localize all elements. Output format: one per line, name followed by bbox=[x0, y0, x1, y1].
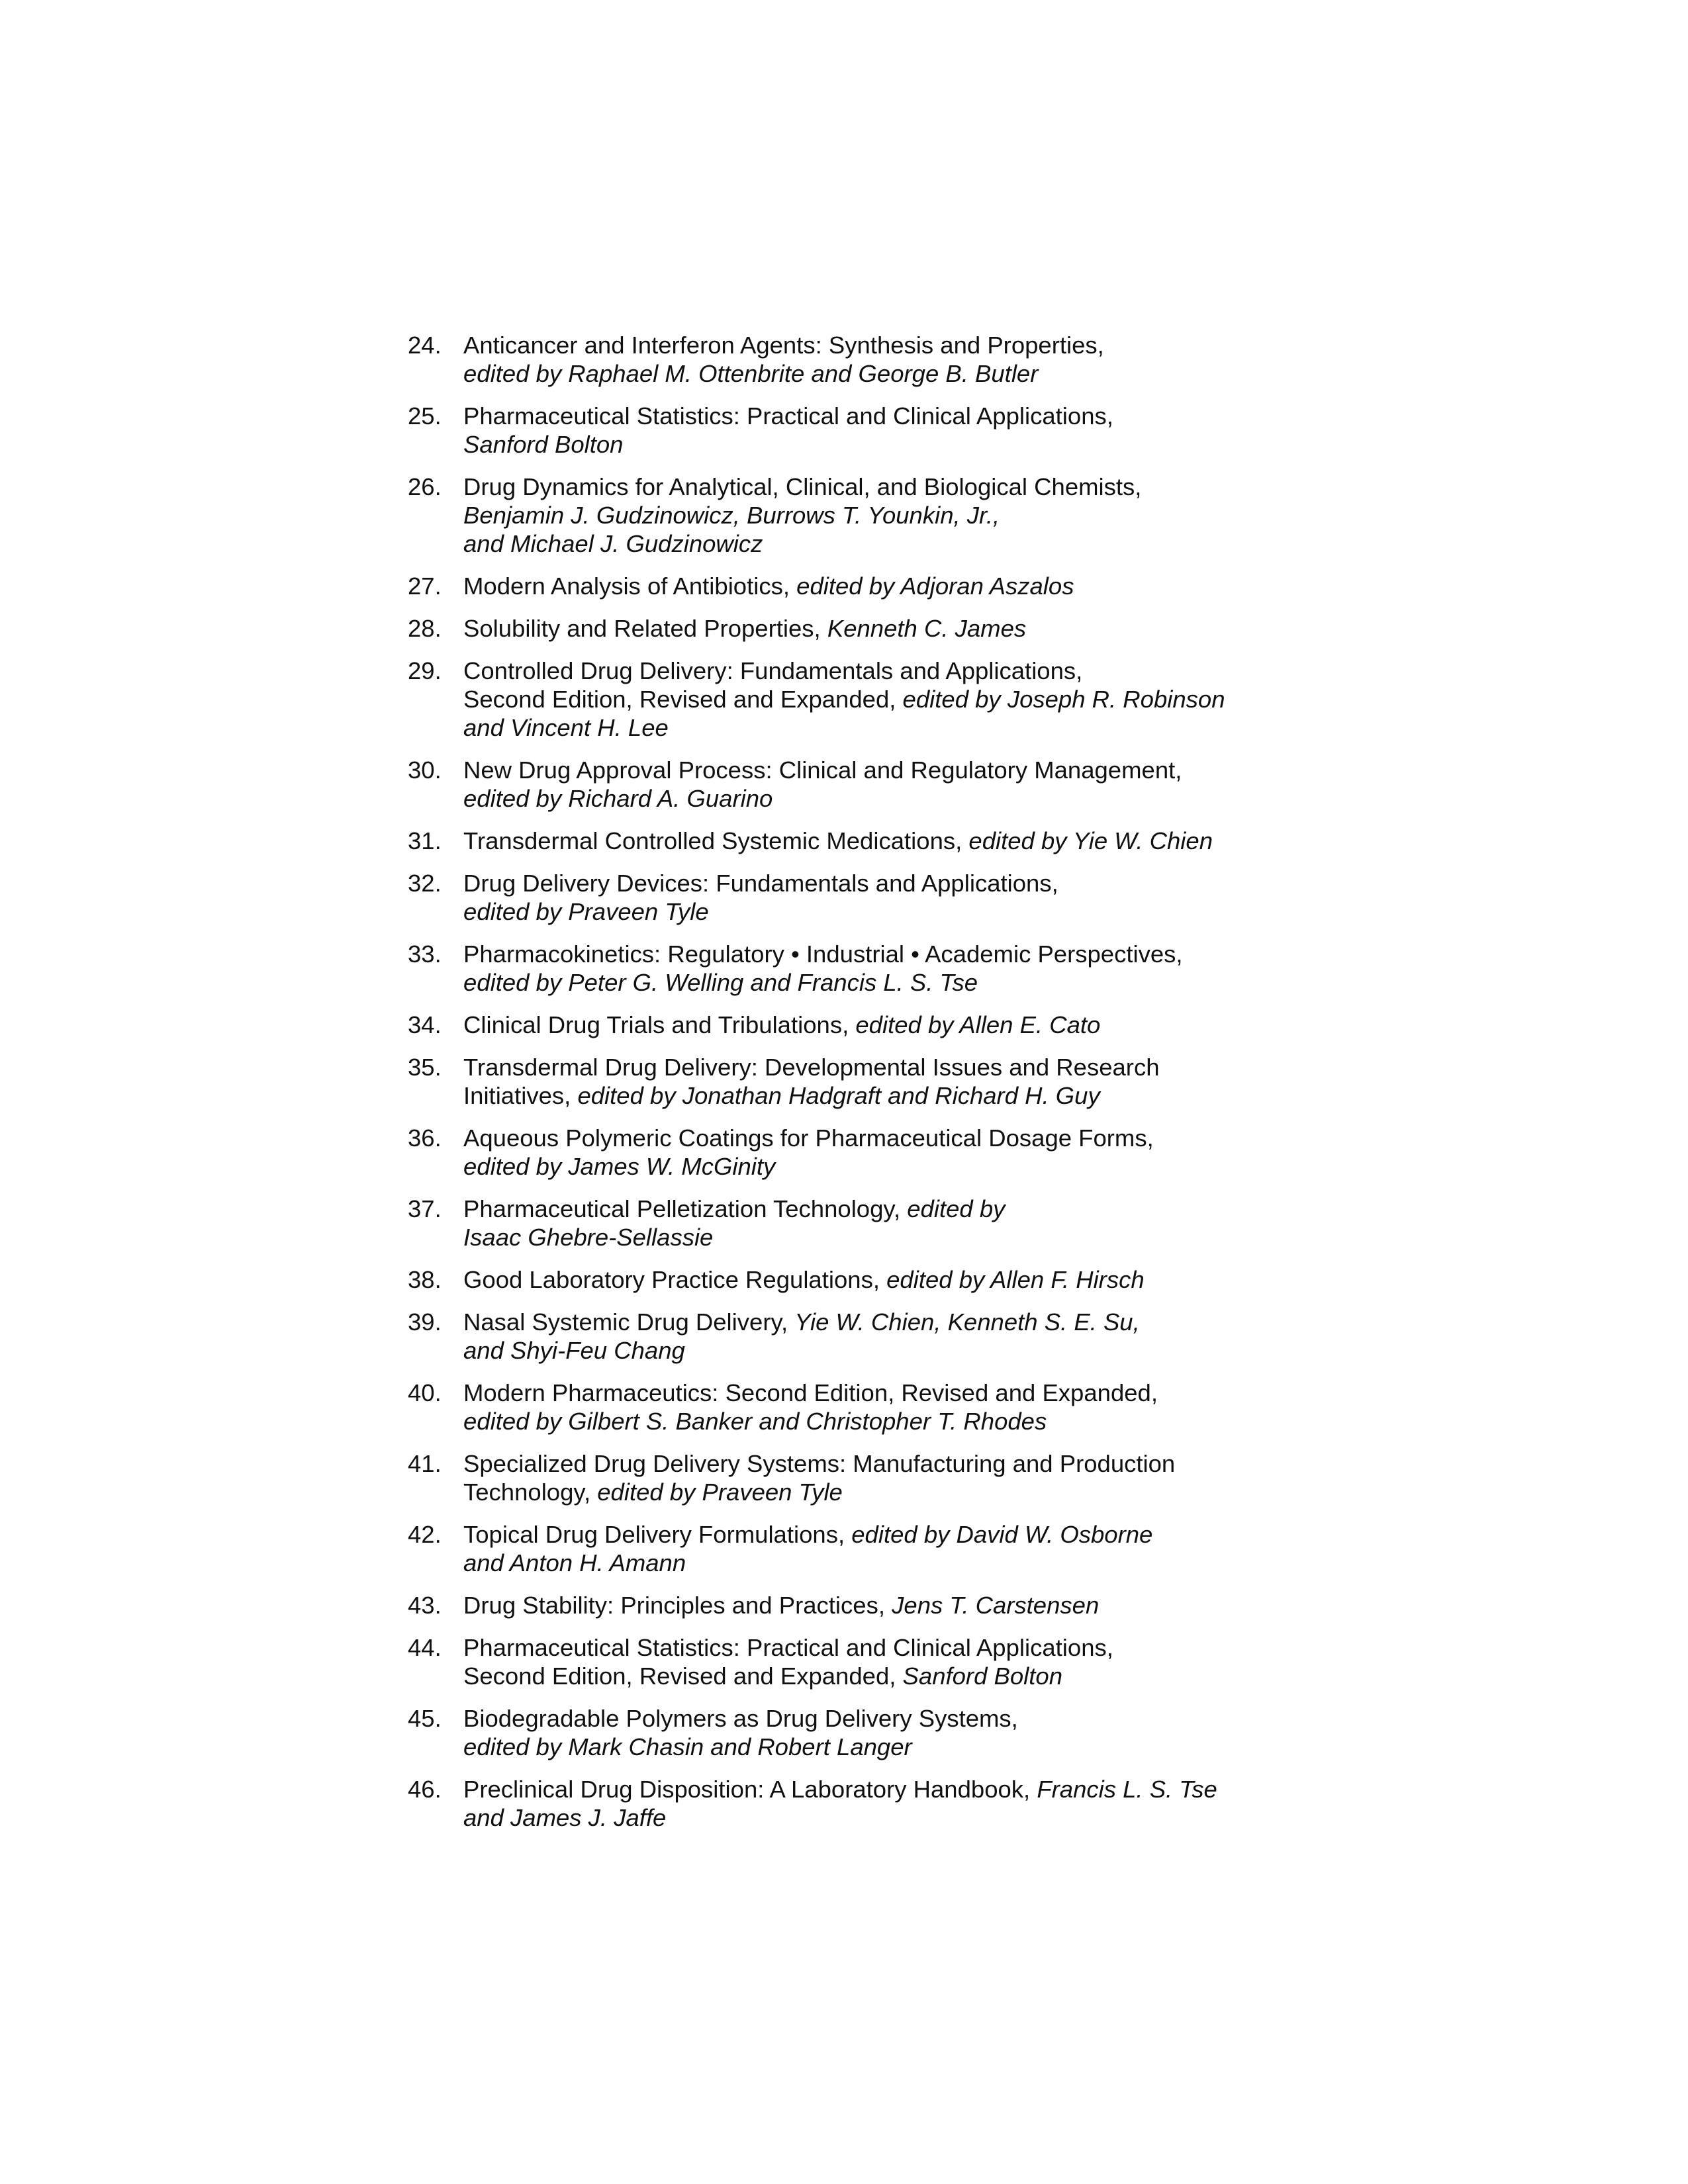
list-item bbox=[408, 1265, 1282, 1294]
list-item bbox=[408, 1775, 1282, 1832]
item-citation bbox=[463, 1591, 1282, 1619]
list-item bbox=[408, 572, 1282, 600]
item-citation bbox=[463, 614, 1282, 643]
citation-line bbox=[463, 1379, 1282, 1407]
title-text: Drug Dynamics for Analytical, Clinical, and Biological Chemists, bbox=[463, 473, 1142, 500]
author-text: and Michael J. Gudzinowicz bbox=[463, 530, 763, 557]
title-text: Anticancer and Interferon Agents: Synthesis and Properties, bbox=[463, 332, 1104, 359]
author-text: edited by Adjoran Aszalos bbox=[796, 572, 1074, 600]
citation-line bbox=[463, 1336, 1282, 1365]
citation-line bbox=[463, 1704, 1282, 1733]
title-text: Modern Pharmaceutics: Second Edition, Revised and Expanded, bbox=[463, 1379, 1158, 1406]
item-number: 33. bbox=[408, 940, 442, 968]
citation-line bbox=[463, 756, 1282, 784]
author-text: edited by Mark Chasin and Robert Langer bbox=[463, 1733, 912, 1760]
title-text: Pharmaceutical Statistics: Practical and Clinical Applications, bbox=[463, 402, 1113, 430]
citation-line bbox=[463, 473, 1282, 501]
item-citation bbox=[463, 869, 1282, 926]
item-citation bbox=[463, 1775, 1282, 1832]
item-citation bbox=[463, 1124, 1282, 1181]
citation-line bbox=[463, 331, 1282, 359]
item-number: 38. bbox=[408, 1266, 442, 1293]
citation-line bbox=[463, 1449, 1282, 1478]
list-item bbox=[408, 940, 1282, 997]
citation-line bbox=[463, 1549, 1282, 1577]
citation-line bbox=[463, 713, 1282, 742]
title-text: Solubility and Related Properties, bbox=[463, 615, 827, 642]
citation-line bbox=[463, 657, 1282, 685]
list-item bbox=[408, 1591, 1282, 1619]
title-text: Technology, bbox=[463, 1479, 598, 1506]
author-text: edited by Richard A. Guarino bbox=[463, 785, 773, 812]
item-citation bbox=[463, 1520, 1282, 1577]
item-citation bbox=[463, 827, 1282, 855]
item-citation bbox=[463, 572, 1282, 600]
citation-line bbox=[463, 897, 1282, 926]
author-text: edited by Allen E. Cato bbox=[855, 1011, 1101, 1038]
list-item bbox=[408, 869, 1282, 926]
title-text: Transdermal Drug Delivery: Developmental Issues and Research bbox=[463, 1054, 1160, 1081]
author-text: edited by James W. McGinity bbox=[463, 1153, 776, 1180]
item-citation bbox=[463, 1195, 1282, 1251]
citation-line bbox=[463, 1633, 1282, 1662]
title-text: Biodegradable Polymers as Drug Delivery Systems, bbox=[463, 1705, 1018, 1732]
list-item bbox=[408, 1124, 1282, 1181]
citation-line bbox=[463, 968, 1282, 997]
author-text: edited by David W. Osborne bbox=[851, 1521, 1153, 1548]
author-text: edited by Joseph R. Robinson bbox=[902, 686, 1225, 713]
citation-line bbox=[463, 1591, 1282, 1619]
citation-line bbox=[463, 1407, 1282, 1435]
item-number: 46. bbox=[408, 1776, 442, 1803]
author-text: edited by Yie W. Chien bbox=[968, 827, 1213, 854]
item-citation bbox=[463, 1053, 1282, 1110]
title-text: Good Laboratory Practice Regulations, bbox=[463, 1266, 887, 1293]
item-citation bbox=[463, 473, 1282, 558]
item-number: 31. bbox=[408, 827, 442, 854]
citation-line bbox=[463, 402, 1282, 430]
list-item bbox=[408, 614, 1282, 643]
citation-line bbox=[463, 572, 1282, 600]
list-item bbox=[408, 1379, 1282, 1435]
author-text: edited by bbox=[907, 1195, 1006, 1222]
item-citation bbox=[463, 1011, 1282, 1039]
list-item bbox=[408, 827, 1282, 855]
list-item bbox=[408, 331, 1282, 388]
item-number: 43. bbox=[408, 1592, 442, 1619]
author-text: and James J. Jaffe bbox=[463, 1804, 667, 1831]
item-number: 28. bbox=[408, 615, 442, 642]
title-text: Nasal Systemic Drug Delivery, bbox=[463, 1308, 795, 1336]
author-text: Yie W. Chien, Kenneth S. E. Su, bbox=[794, 1308, 1140, 1336]
item-number: 44. bbox=[408, 1634, 442, 1661]
title-text: New Drug Approval Process: Clinical and Regulatory Management, bbox=[463, 756, 1182, 784]
author-text: Sanford Bolton bbox=[463, 431, 624, 458]
author-text: Benjamin J. Gudzinowicz, Burrows T. Younkin, Jr., bbox=[463, 502, 1000, 529]
citation-line bbox=[463, 1223, 1282, 1251]
list-item bbox=[408, 657, 1282, 742]
author-text: Jens T. Carstensen bbox=[892, 1592, 1100, 1619]
citation-line bbox=[463, 784, 1282, 813]
author-text: edited by Praveen Tyle bbox=[597, 1479, 843, 1506]
title-text: Drug Delivery Devices: Fundamentals and Applications, bbox=[463, 870, 1058, 897]
item-number: 32. bbox=[408, 870, 442, 897]
title-text: Preclinical Drug Disposition: A Laboratory Handbook, bbox=[463, 1776, 1037, 1803]
title-text: Topical Drug Delivery Formulations, bbox=[463, 1521, 852, 1548]
list-item bbox=[408, 1011, 1282, 1039]
title-text: Specialized Drug Delivery Systems: Manufacturing and Production bbox=[463, 1450, 1176, 1477]
author-text: edited by Gilbert S. Banker and Christopher T. Rhodes bbox=[463, 1408, 1047, 1435]
citation-line bbox=[463, 940, 1282, 968]
author-text: and Vincent H. Lee bbox=[463, 714, 669, 741]
item-number: 40. bbox=[408, 1379, 442, 1406]
citation-line bbox=[463, 1308, 1282, 1336]
citation-line bbox=[463, 1520, 1282, 1549]
author-text: and Shyi-Feu Chang bbox=[463, 1337, 685, 1364]
citation-line bbox=[463, 869, 1282, 897]
author-text: and Anton H. Amann bbox=[463, 1549, 686, 1576]
item-citation bbox=[463, 1704, 1282, 1761]
list-item bbox=[408, 756, 1282, 813]
item-number: 25. bbox=[408, 402, 442, 430]
title-text: Initiatives, bbox=[463, 1082, 578, 1109]
series-list bbox=[408, 331, 1282, 1846]
list-item bbox=[408, 1633, 1282, 1690]
item-citation bbox=[463, 1633, 1282, 1690]
author-text: Sanford Bolton bbox=[902, 1662, 1063, 1690]
list-item bbox=[408, 1520, 1282, 1577]
list-item bbox=[408, 402, 1282, 459]
list-item bbox=[408, 1195, 1282, 1251]
citation-line bbox=[463, 501, 1282, 529]
author-text: edited by Praveen Tyle bbox=[463, 898, 709, 925]
item-number: 36. bbox=[408, 1124, 442, 1152]
item-number: 30. bbox=[408, 756, 442, 784]
title-text: Pharmacokinetics: Regulatory • Industrial • Academic Perspectives, bbox=[463, 940, 1183, 968]
list-item bbox=[408, 1053, 1282, 1110]
citation-line bbox=[463, 1478, 1282, 1506]
citation-line bbox=[463, 1803, 1282, 1832]
title-text: Transdermal Controlled Systemic Medications, bbox=[463, 827, 969, 854]
item-citation bbox=[463, 1308, 1282, 1365]
title-text: Pharmaceutical Statistics: Practical and Clinical Applications, bbox=[463, 1634, 1113, 1661]
list-item bbox=[408, 473, 1282, 558]
citation-line bbox=[463, 614, 1282, 643]
title-text: Pharmaceutical Pelletization Technology, bbox=[463, 1195, 908, 1222]
title-text: Aqueous Polymeric Coatings for Pharmaceutical Dosage Forms, bbox=[463, 1124, 1154, 1152]
item-citation bbox=[463, 657, 1282, 742]
item-number: 37. bbox=[408, 1195, 442, 1222]
citation-line bbox=[463, 1011, 1282, 1039]
author-text: Isaac Ghebre-Sellassie bbox=[463, 1224, 714, 1251]
item-number: 24. bbox=[408, 332, 442, 359]
title-text: Second Edition, Revised and Expanded, bbox=[463, 1662, 903, 1690]
author-text: edited by Raphael M. Ottenbrite and George B. Butler bbox=[463, 360, 1039, 387]
title-text: Modern Analysis of Antibiotics, bbox=[463, 572, 797, 600]
citation-line bbox=[463, 1124, 1282, 1152]
item-citation bbox=[463, 940, 1282, 997]
item-citation bbox=[463, 331, 1282, 388]
list-item bbox=[408, 1704, 1282, 1761]
citation-line bbox=[463, 1733, 1282, 1761]
title-text: Second Edition, Revised and Expanded, bbox=[463, 686, 903, 713]
item-number: 35. bbox=[408, 1054, 442, 1081]
list-item bbox=[408, 1308, 1282, 1365]
title-text: Clinical Drug Trials and Tribulations, bbox=[463, 1011, 856, 1038]
item-citation bbox=[463, 402, 1282, 459]
author-text: edited by Allen F. Hirsch bbox=[886, 1266, 1145, 1293]
citation-line bbox=[463, 685, 1282, 713]
title-text: Controlled Drug Delivery: Fundamentals and Applications, bbox=[463, 657, 1083, 684]
item-citation bbox=[463, 1265, 1282, 1294]
item-number: 27. bbox=[408, 572, 442, 600]
item-citation bbox=[463, 1449, 1282, 1506]
citation-line bbox=[463, 1265, 1282, 1294]
item-number: 45. bbox=[408, 1705, 442, 1732]
item-number: 39. bbox=[408, 1308, 442, 1336]
citation-line bbox=[463, 359, 1282, 388]
item-number: 34. bbox=[408, 1011, 442, 1038]
item-number: 41. bbox=[408, 1450, 442, 1477]
item-citation bbox=[463, 1379, 1282, 1435]
author-text: Francis L. S. Tse bbox=[1037, 1776, 1217, 1803]
item-number: 26. bbox=[408, 473, 442, 500]
author-text: edited by Peter G. Welling and Francis L. S. Tse bbox=[463, 969, 978, 996]
author-text: edited by Jonathan Hadgraft and Richard H. Guy bbox=[577, 1082, 1100, 1109]
title-text: Drug Stability: Principles and Practices, bbox=[463, 1592, 892, 1619]
citation-line bbox=[463, 430, 1282, 459]
citation-line bbox=[463, 1662, 1282, 1690]
citation-line bbox=[463, 1195, 1282, 1223]
citation-line bbox=[463, 529, 1282, 558]
item-number: 29. bbox=[408, 657, 442, 684]
citation-line bbox=[463, 1053, 1282, 1081]
list-item bbox=[408, 1449, 1282, 1506]
citation-line bbox=[463, 827, 1282, 855]
citation-line bbox=[463, 1152, 1282, 1181]
item-number: 42. bbox=[408, 1521, 442, 1548]
author-text: Kenneth C. James bbox=[827, 615, 1027, 642]
citation-line bbox=[463, 1775, 1282, 1803]
citation-line bbox=[463, 1081, 1282, 1110]
item-citation bbox=[463, 756, 1282, 813]
